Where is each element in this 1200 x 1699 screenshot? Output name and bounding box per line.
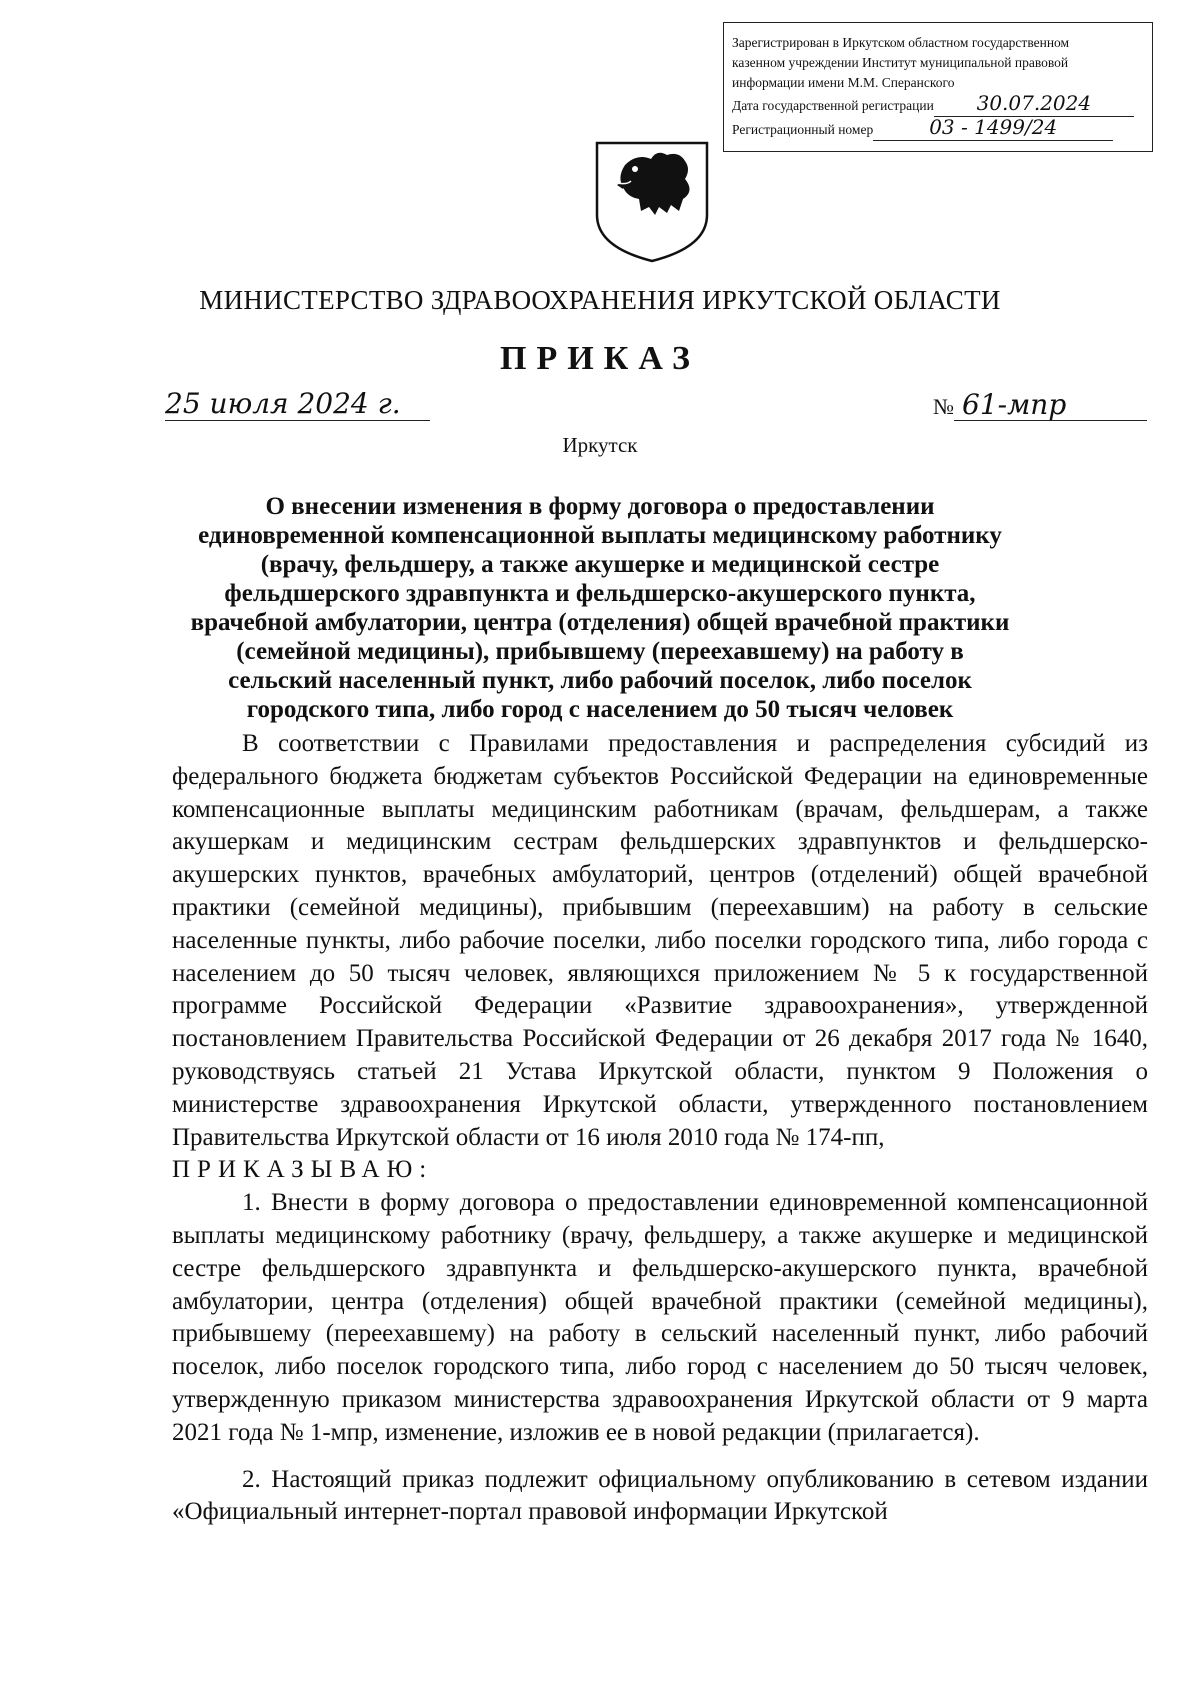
coat-of-arms-emblem xyxy=(587,135,717,265)
ministry-name: МИНИСТЕРСТВО ЗДРАВООХРАНЕНИЯ ИРКУТСКОЙ ОБЛАСТИ xyxy=(199,285,1001,315)
order-heading: О внесении изменения в форму договора о предоставлении единовременной компенсационной выплаты медицинскому работнику (врачу, фельдшеру, а также акушерке и медицинской сестре фельдшерского здравпункта и фельдшерско-акушерского пункта, врачебной амбулатории, центра (отделения) общей врачебной практики (семейной медицины), прибывшему (переехавшему) на работу в сельский населенный пункт, либо рабочий поселок, либо поселок городского типа, либо город с населением до 50 тысяч человек xyxy=(190,493,1010,723)
registration-date-row xyxy=(732,93,1144,117)
city-name: Иркутск xyxy=(562,433,638,457)
order-item-1: 1. Внести в форму договора о предоставлении единовременной компенсационной выплаты медицинскому работнику (врачу, фельдшеру, а также акушерке и медицинской сестре фельдшерского здравпункта и фельдшерско-акушерского пункта, врачебной амбулатории, центра (отделения) общей врачебной практики (семейной медицины), прибывшему (переехавшему) на работу в сельский населенный пункт, либо рабочий поселок, либо поселок городского типа, либо город с населением до 50 тысяч человек, утвержденную приказом министерства здравоохранения Иркутской области от 9 марта 2021 года № 1-мпр, изменение, изложив ее в новой редакции (прилагается). xyxy=(172,1189,1148,1446)
preamble-paragraph: В соответствии с Правилами предоставления и распределения субсидий из федерального бюджета бюджетам субъектов Российской Федерации на единовременные компенсационные выплаты медицинским работникам (врачам, фельдшерам, а также акушеркам и медицинским сестрам фельдшерских здравпунктов и фельдшерско-акушерских пунктов, врачебных амбулаторий, центров (отделений) общей врачебной практики (семейной медицины), прибывшим (переехавшим) на работу в сельские населенные пункты, либо рабочие поселки, либо поселки городского типа, либо города с населением до 50 тысяч человек, являющихся приложением № 5 к государственной программе Российской Федерации «Развитие здравоохранения», утвержденной постановлением Правительства Российской Федерации от 26 декабря 2017 года № 1640, руководствуясь статьей 21 Устава Иркутской области, пунктом 9 Положения о министерстве здравоохранения Иркутской области, утвержденного постановлением Правительства Иркутской области от 16 июля 2010 года № 174-пп, xyxy=(172,730,1148,1151)
order-item-2: 2. Настоящий приказ подлежит официальному опубликованию в сетевом издании «Официальный интернет-портал правовой информации Иркутской xyxy=(172,1465,1148,1526)
order-directive: ПРИКАЗЫВАЮ: xyxy=(172,1156,434,1184)
registration-line-1: Зарегистрирован в Иркутском областном государственном xyxy=(732,35,1070,50)
registration-line-2: казенном учреждении Институт муниципальной правовой xyxy=(732,55,1069,70)
registration-stamp xyxy=(723,22,1153,152)
order-date: 25 июля 2024 г. xyxy=(165,388,430,421)
order-number-label: № xyxy=(933,394,954,419)
registration-date-value: 30.07.2024 xyxy=(976,91,1092,115)
registration-number-label: Регистрационный номер xyxy=(732,122,874,137)
document-body xyxy=(172,728,1148,1529)
registration-line-3: информации имени М.М. Сперанского xyxy=(732,75,955,90)
order-number-row xyxy=(933,390,1147,421)
registration-number-row xyxy=(732,117,1144,141)
registration-number-value: 03 - 1499/24 xyxy=(929,115,1058,139)
order-number: 61-мпр xyxy=(954,390,1147,421)
document-type-title: ПРИКАЗ xyxy=(500,340,700,377)
registration-date-label: Дата государственной регистрации xyxy=(732,98,934,113)
